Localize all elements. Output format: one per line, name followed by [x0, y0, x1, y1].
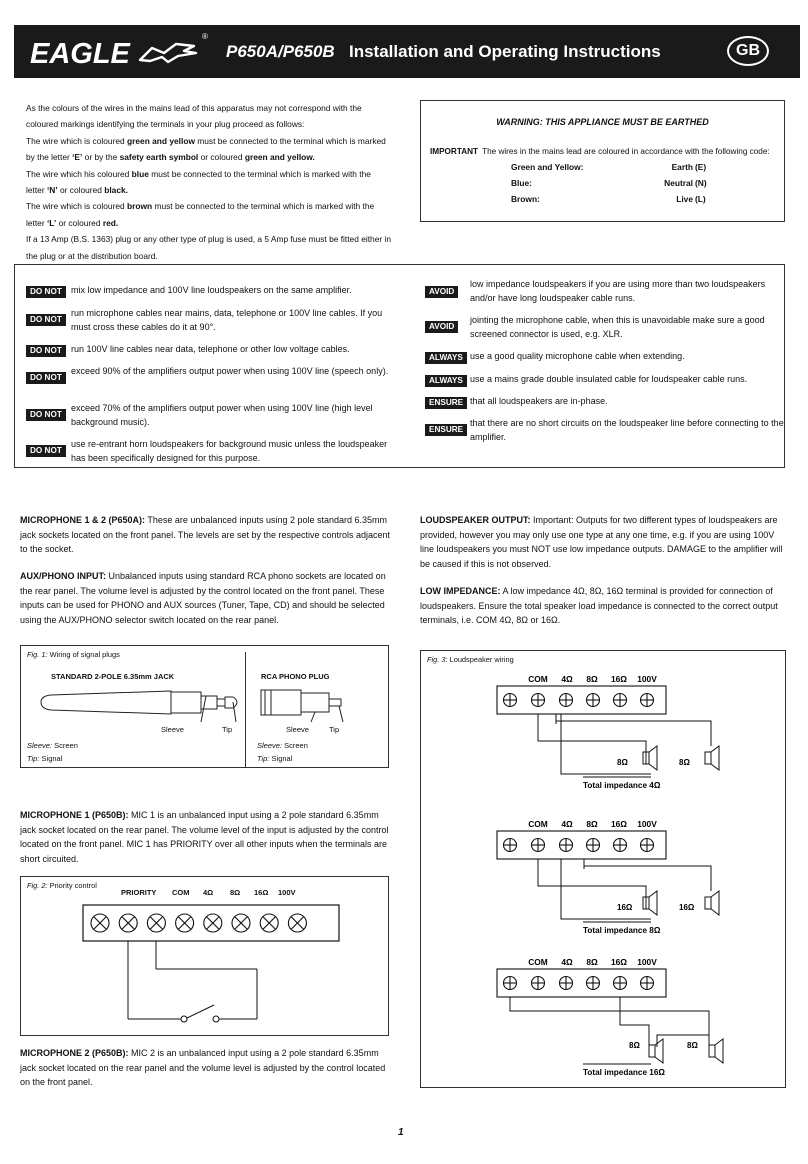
speaker-impedance-label: 8Ω: [687, 1041, 698, 1050]
terminal-label: 16Ω: [610, 957, 628, 967]
jack-sleeve-label: Sleeve: [161, 725, 184, 734]
intro-paragraph: As the colours of the wires in the mains lead of this apparatus may not correspond with the coloured markings identifying the terminals in your plug proceed as follows:: [26, 103, 362, 130]
low-impedance-section: LOW IMPEDANCE: A low impedance 4Ω, 8Ω, 16Ω terminal is provided for connection of loudspeakers. Ensure the total speaker load impedance is connected to the correct output terminals, i.e. COM 4Ω, 8Ω or 16Ω.: [420, 586, 778, 626]
fig1-signal-plugs: [20, 645, 389, 768]
speaker-icon: [643, 891, 657, 915]
jack-plug-icon: [41, 691, 237, 722]
terminal-label-8: 8Ω: [230, 888, 241, 897]
rule-badge: DO NOT: [26, 372, 66, 384]
terminal-label: 4Ω: [561, 674, 573, 684]
rca-sleeve-label: Sleeve: [286, 725, 309, 734]
terminal-screw-icon: [614, 694, 627, 707]
terminal-screw-icon: [176, 914, 194, 932]
terminal-label: 8Ω: [586, 957, 598, 967]
fig2-priority-control: [20, 876, 389, 1036]
terminal-label: 100V: [637, 957, 657, 967]
terminal-screw-icon: [560, 977, 573, 990]
eagle-logo: [14, 25, 212, 78]
rule-badge: DO NOT: [26, 314, 66, 326]
wiring-diagram: [497, 819, 719, 935]
wiring-diagram: [497, 957, 723, 1077]
terminal-screw-icon: [532, 694, 545, 707]
rules-box: DO NOT mix low impedance and 100V line loudspeakers on the same amplifier. DO NOT run microphone cables near mains, data, telephone or 100V line cables. If you must cross these cables do it at 90°. DO NOT run 100V line cables near data, telephone or other low voltage cables. DO NOT exceed 90% of the amplifiers output power when using 100V line (speech only). DO NOT exceed 70% of the amplifiers output power when using 100V line (high level background music). DO NOT use re-entrant horn loudspeakers for background music unless the loudspeaker has been specifically designed for this purpose. AVOID low impedance loudspeakers if you are using more than two loudspeakers and/or have long loudspeaker cable runs. AVOID jointing the microphone cable, when this is unavoidable make sure a good screened connector is used, e.g. XLR. ALWAYS use a good quality microphone cable when extending. ALWAYS use a mains grade double insulated cable for loudspeaker cable runs. ENSURE that all loudspeakers are in-phase. ENSURE that there are no short circuits on the loudspeaker line before connecting to the amplifier.: [14, 264, 785, 468]
jack-tip-label: Tip: [222, 725, 233, 734]
speaker-icon: [643, 746, 657, 770]
terminal-screw-icon: [614, 977, 627, 990]
rule-badge: AVOID: [425, 321, 458, 333]
speaker-impedance-label: 8Ω: [629, 1041, 640, 1050]
terminal-screw-icon: [288, 914, 306, 932]
jack-legend-sleeve: Sleeve: Screen: [27, 741, 78, 750]
speaker-impedance-label: 8Ω: [617, 758, 628, 767]
fig2-caption: Fig. 2: Priority control: [27, 881, 97, 890]
rule-badge: ENSURE: [425, 424, 467, 436]
terminal-label-com: COM: [172, 888, 190, 897]
terminal-label: 8Ω: [586, 819, 598, 829]
terminal-label: 16Ω: [610, 674, 628, 684]
rule-badge: DO NOT: [26, 345, 66, 357]
speaker-impedance-label: 16Ω: [679, 903, 695, 912]
speaker-icon: [705, 746, 719, 770]
terminal-label-100v: 100V: [278, 888, 296, 897]
speaker-icon: [709, 1039, 723, 1063]
terminal-label-16: 16Ω: [254, 888, 269, 897]
fig3-loudspeaker-wiring: [420, 650, 786, 1088]
rule-badge: DO NOT: [26, 286, 66, 298]
rule-badge: ALWAYS: [425, 352, 467, 364]
intro-paragraph: If a 13 Amp (B.S. 1363) plug or any other type of plug is used, a 5 Amp fuse must be fitted either in the plug or at the distribution board.: [26, 234, 391, 261]
terminal-screw-icon: [91, 914, 109, 932]
mic12-section: MICROPHONE 1 & 2 (P650A): These are unbalanced inputs using 2 pole standard 6.35mm jack sockets located on the front panel. The levels are set by the respective controls adjacent to the socket.: [20, 515, 391, 555]
important-note: IMPORTANT The wires in the mains lead are coloured in accordance with the following code:: [430, 147, 770, 156]
rule-badge: AVOID: [425, 286, 458, 298]
terminal-screw-icon: [232, 914, 250, 932]
total-impedance-label: Total impedance 16Ω: [583, 1068, 665, 1077]
terminal-screw-icon: [147, 914, 165, 932]
priority-terminal-strip: [21, 877, 388, 1035]
terminal-screw-icon: [532, 839, 545, 852]
total-impedance-label: Total impedance 4Ω: [583, 781, 661, 790]
terminal-label-4: 4Ω: [203, 888, 214, 897]
registered-mark: ®: [202, 32, 208, 41]
terminal-screw-icon: [560, 839, 573, 852]
brand-name: EAGLE: [30, 38, 130, 70]
page-number: 1: [398, 1127, 404, 1138]
terminal-screw-icon: [641, 694, 654, 707]
loudspeaker-output-section: LOUDSPEAKER OUTPUT: Important: Outputs for two different types of loudspeakers are provided, however you may only use one type at any one time, e.g. if you are using 100V line loudspeakers you must NOT use low impedance outputs. DAMAGE to the amplifier will be caused if this is not observed.: [420, 515, 783, 569]
terminal-label: 4Ω: [561, 957, 573, 967]
intro-paragraph: The wire which is coloured green and yellow must be connected to the terminal which is marked by the letter ‘E’ or by the safety earth symbol or coloured green and yellow.: [26, 135, 386, 163]
aux-section: AUX/PHONO INPUT: Unbalanced inputs using standard RCA phono sockets are located on the rear panel. The volume level is adjusted by the control located on the front panel. These inputs can be used for PHONO and AUX sources (Tuner, Tape, CD) and should be selected using the AUX/PHONO selector switch located on the rear panel.: [20, 571, 386, 625]
wiring-diagram: [497, 674, 719, 790]
loudspeaker-wiring-diagrams: [421, 651, 785, 1087]
rule-badge: DO NOT: [26, 445, 66, 457]
rca-title: RCA PHONO PLUG: [261, 672, 330, 681]
fig1-caption: Fig. 1: Wiring of signal plugs: [27, 650, 120, 659]
total-impedance-label: Total impedance 8Ω: [583, 926, 661, 935]
eagle-bird-icon: [138, 40, 200, 66]
terminal-label: 100V: [637, 674, 657, 684]
rca-plug-icon: [261, 690, 343, 722]
region-badge: GB: [727, 36, 769, 66]
warning-title: WARNING: THIS APPLIANCE MUST BE EARTHED: [496, 117, 709, 127]
mains-wiring-intro: [26, 100, 391, 264]
rca-legend-tip: Tip: Signal: [257, 754, 293, 763]
rule-badge: ALWAYS: [425, 375, 467, 387]
rule-badge: DO NOT: [26, 409, 66, 421]
terminal-label: 4Ω: [561, 819, 573, 829]
terminal-screw-icon: [504, 977, 517, 990]
terminal-label: 16Ω: [610, 819, 628, 829]
speaker-wire: [510, 997, 709, 1047]
terminal-label: COM: [528, 819, 548, 829]
terminal-screw-icon: [614, 839, 627, 852]
terminal-label: 8Ω: [586, 674, 598, 684]
speaker-icon: [705, 891, 719, 915]
terminal-screw-icon: [119, 914, 137, 932]
terminal-label: COM: [528, 674, 548, 684]
rca-tip-label: Tip: [329, 725, 340, 734]
terminal-screw-icon: [560, 694, 573, 707]
warning-box: WARNING: THIS APPLIANCE MUST BE EARTHED IMPORTANT The wires in the mains lead are coloured in accordance with the following code: Green and Yellow: Earth (E) Blue: Neutral (N) Brown: Live (L): [420, 100, 785, 222]
jack-legend-tip: Tip: Signal: [27, 754, 63, 763]
terminal-screw-icon: [504, 839, 517, 852]
terminal-screw-icon: [641, 977, 654, 990]
model-title: P650A/P650B: [226, 42, 335, 61]
speaker-impedance-label: 16Ω: [617, 903, 633, 912]
rca-legend-sleeve: Sleeve: Screen: [257, 741, 308, 750]
terminal-screw-icon: [204, 914, 222, 932]
rule-badge: ENSURE: [425, 397, 467, 409]
intro-paragraph: The wire which his coloured blue must be connected to the terminal which is marked with the letter ‘N’ or coloured black.: [26, 168, 371, 195]
terminal-label: 100V: [637, 819, 657, 829]
terminal-screw-icon: [641, 839, 654, 852]
terminal-screw-icon: [587, 694, 600, 707]
terminal-screw-icon: [532, 977, 545, 990]
terminal-screw-icon: [504, 694, 517, 707]
terminal-screw-icon: [260, 914, 278, 932]
mic2-p650b-section: MICROPHONE 2 (P650B): MIC 2 is an unbalanced input using a 2 pole standard 6.35mm jack socket located on the rear panel and the volume level is adjusted by the control located on the front panel.: [20, 1048, 386, 1088]
terminal-label-priority: PRIORITY: [121, 888, 157, 897]
page-title: Installation and Operating Instructions: [349, 42, 661, 61]
speaker-impedance-label: 8Ω: [679, 758, 690, 767]
terminal-label: COM: [528, 957, 548, 967]
jack-title: STANDARD 2-POLE 6.35mm JACK: [51, 672, 175, 681]
intro-paragraph: The wire which is coloured brown must be connected to the terminal which is marked with the letter ‘L’ or coloured red.: [26, 201, 375, 228]
terminal-screw-icon: [587, 977, 600, 990]
speaker-icon: [649, 1039, 663, 1063]
terminal-screw-icon: [587, 839, 600, 852]
fig3-caption: Fig. 3: Loudspeaker wiring: [427, 655, 514, 664]
mic1-p650b-section: MICROPHONE 1 (P650B): MIC 1 is an unbalanced input using a 2 pole standard 6.35mm jack socket located on the rear panel. The volume level of the input is adjusted by the control located on the front panel. MIC 1 has PRIORITY over all other inputs when the terminals are short circuited.: [20, 810, 389, 864]
